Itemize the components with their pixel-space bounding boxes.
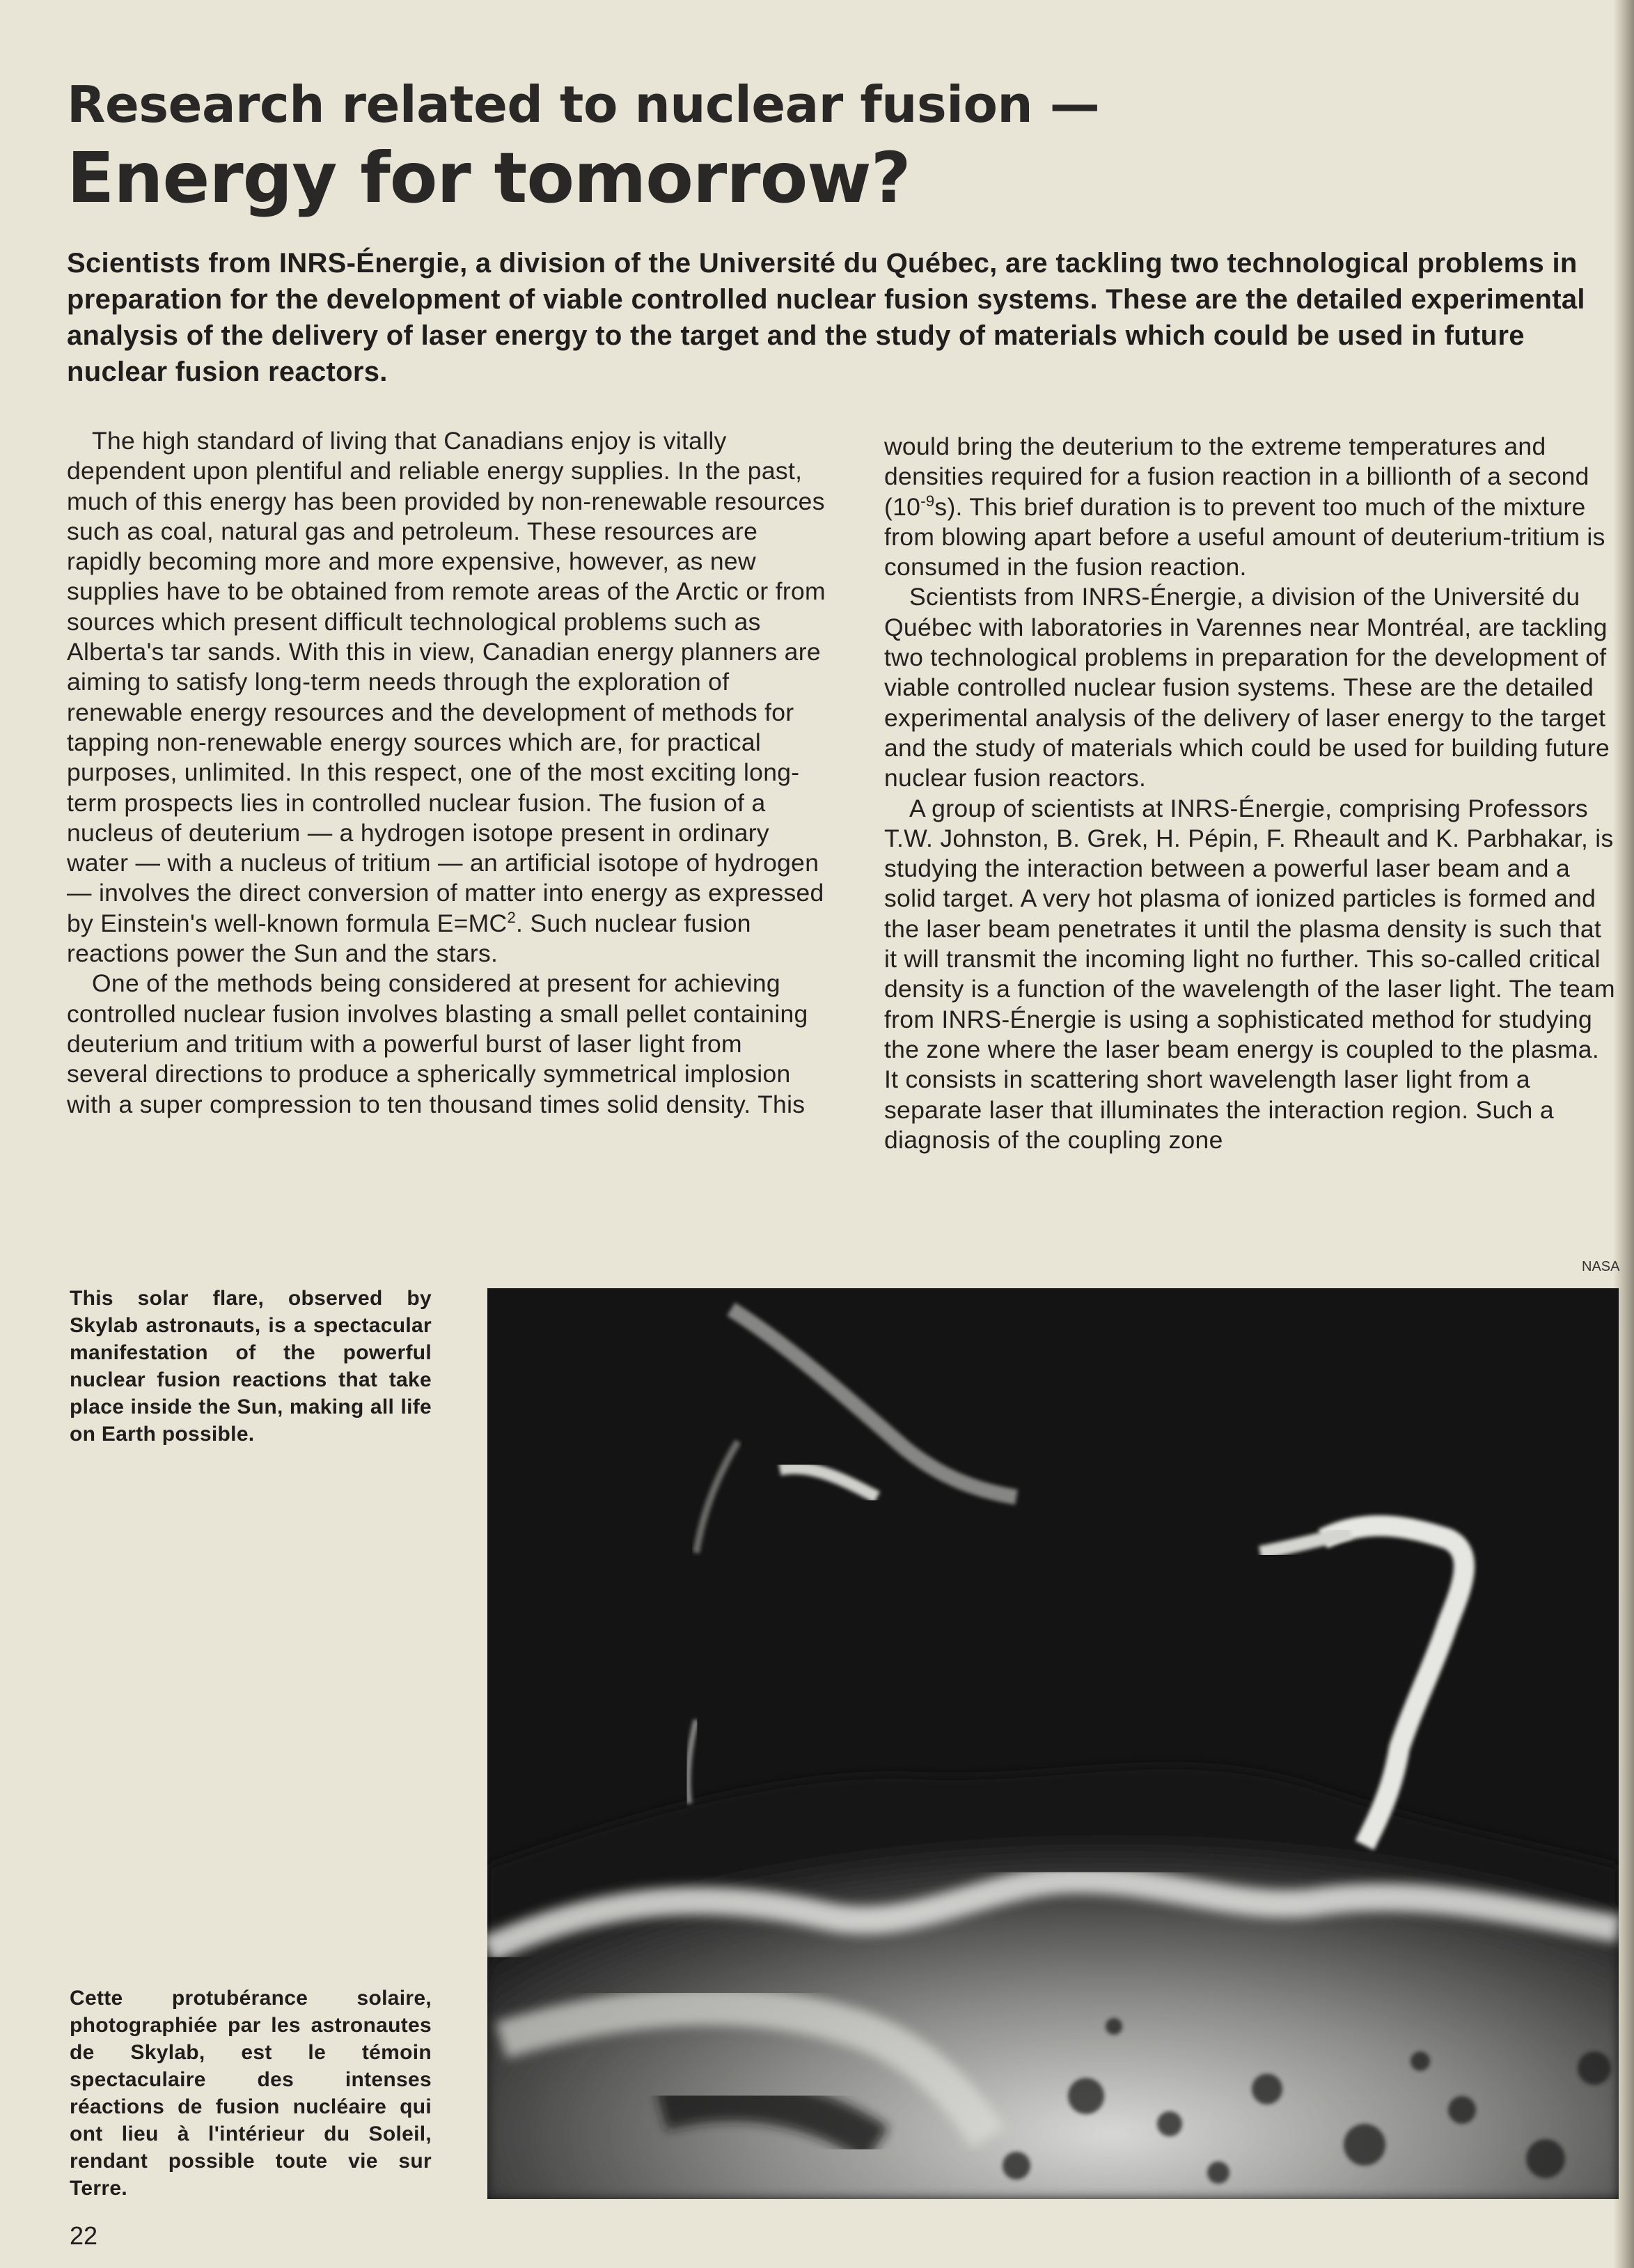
photo-credit: NASA xyxy=(1582,1259,1620,1274)
body-paragraph xyxy=(884,432,1615,582)
headline-line-1: Research related to nuclear fusion — xyxy=(67,75,1100,134)
body-paragraph: Scientists from INRS-Énergie, a division of the Université du Québec with laboratories in Varennes near Montréal, are tackling two technological problems in preparation for the development of viable controlled nuclear fusion systems. These are the detailed experimental analysis of the delivery of laser energy to the target and the study of materials which could be used for building future nuclear fusion reactors. xyxy=(884,583,1610,792)
body-column-right xyxy=(884,432,1615,1155)
paragraph-text: . Such nuclear fusion reactions power the Sun and the stars. xyxy=(67,909,751,968)
paragraph-text: The high standard of living that Canadians enjoy is vitally dependent upon plentiful and reliable energy supplies. In the past, much of this energy has been provided by non-renewable resources such as coal, natural gas and petroleum. These resources are rapidly becoming more and more expensive, however, as new supplies have to be obtained from remote areas of the Arctic or from sources which present difficult technological problems such as Alberta's tar sands. With this in view, Canadian energy planners are aiming to satisfy long-term needs through the exploration of renewable energy resources and the development of methods for tapping non-renewable energy sources which are, for practical purposes, unlimited. In this respect, one of the most exciting long-term prospects lies in controlled nuclear fusion. The fusion of a nucleus of deuterium — a hydrogen isotope present in ordinary water — with a nucleus of tritium — an artificial isotope of hydrogen — involves the direct conversion of matter into energy as expressed by Einstein's well-known formula E=MC xyxy=(67,427,826,937)
body-paragraph: A group of scientists at INRS-Énergie, comprising Professors T.W. Johnston, B. Grek, H. Pépin, F. Rheault and K. Parbhakar, is studying the interaction between a powerful laser beam and a solid target. A very hot plasma of ionized particles is formed and the laser beam penetrates it until the plasma density is such that it will transmit the incoming light no further. This so-called critical density is a function of the wavelength of the laser light. The team from INRS-Énergie is using a sophisticated method for studying the zone where the laser beam energy is coupled to the plasma. It consists in scattering short wavelength laser light from a separate laser that illuminates the interaction region. Such a diagnosis of the coupling zone xyxy=(884,794,1615,1154)
solar-surface xyxy=(487,1766,1619,2199)
caption-english: This solar flare, observed by Skylab astronauts, is a spectacular manifestation of the powerful nuclear fusion reactions that take place inside the Sun, making all life on Earth possible. xyxy=(70,1287,432,1446)
paragraph-text: s). This brief duration is to prevent too much of the mixture from blowing apart before a useful amount of deuterium-tritium is consumed in the fusion reaction. xyxy=(884,492,1605,581)
body-column-left xyxy=(67,426,826,1120)
body-paragraph xyxy=(67,426,826,969)
caption-french: Cette protubérance solaire, photographiée par les astronautes de Skylab, est le témoin spectaculaire des intenses réactions de fusion nucléaire qui ont lieu à l'intérieur du Soleil, rendant possible toute vie sur Terre. xyxy=(70,1987,432,2200)
lead-paragraph: Scientists from INRS-Énergie, a division of the Université du Québec, are tackling two technological problems in preparation for the development of viable controlled nuclear fusion systems. These are the detailed experimental analysis of the delivery of laser energy to the target and the study of materials which could be used in future nuclear fusion reactors. xyxy=(67,248,1585,387)
superscript: -9 xyxy=(920,492,935,510)
body-paragraph: One of the methods being considered at present for achieving controlled nuclear fusion involves blasting a small pellet containing deuterium and tritium with a powerful burst of laser light from several directions to produce a spherically symmetrical implosion with a super compression to ten thousand times solid density. This xyxy=(67,969,808,1118)
solar-flare-photo xyxy=(487,1288,1619,2199)
page-number: 22 xyxy=(70,2221,98,2250)
headline-line-2: Energy for tomorrow? xyxy=(67,137,911,219)
paragraph-text: would bring the deuterium to the extreme temperatures and densities required for a fusion reaction in a billionth of a second (10 xyxy=(884,432,1589,521)
superscript: 2 xyxy=(507,908,517,926)
solar-flare-image xyxy=(487,1288,1619,2199)
